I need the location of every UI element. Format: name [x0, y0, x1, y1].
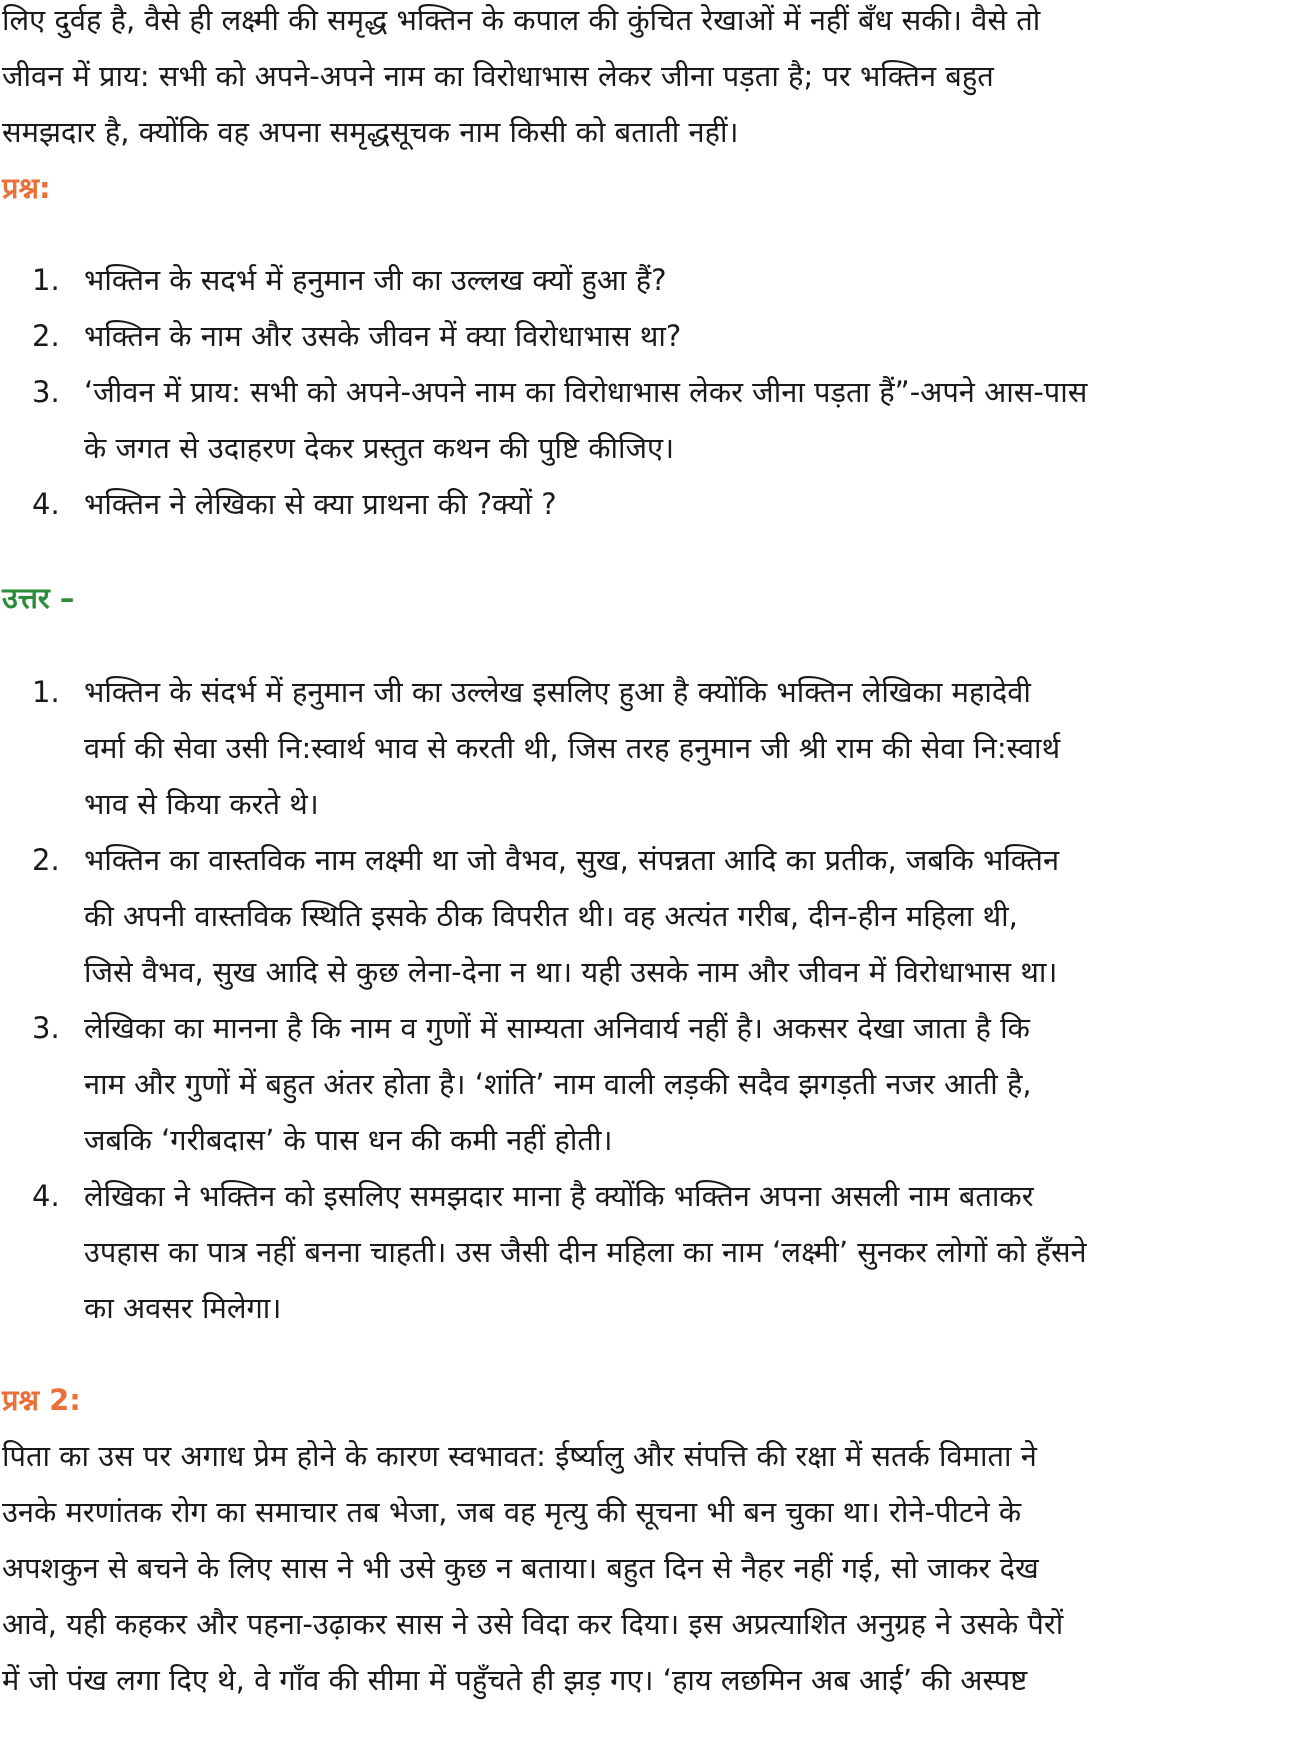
answer-text: उपहास का पात्र नहीं बनना चाहती। उस जैसी दीन महिला का नाम ‘लक्ष्मी’ सुनकर लोगों को हँसने: [84, 1235, 1087, 1269]
question-text: भक्तिन के नाम और उसके जीवन में क्या विरोधाभास था?: [84, 319, 682, 353]
answer-item: [2, 1168, 1297, 1336]
answer-number: 2.: [32, 843, 60, 877]
question-item: [2, 364, 1297, 476]
answer-text: लेखिका का मानना है कि नाम व गुणों में साम्यता अनिवार्य नहीं है। अकसर देखा जाता है कि: [84, 1011, 1030, 1045]
intro-line: जीवन में प्राय: सभी को अपने-अपने नाम का विरोधाभास लेकर जीना पड़ता है; पर भक्तिन बहुत: [2, 59, 994, 93]
intro-line: लिए दुर्वह है, वैसे ही लक्ष्मी की समृद्ध भक्तिन के कपाल की कुंचित रेखाओं में नहीं बँध सकी। वैसे तो: [2, 3, 1041, 37]
answer-text: का अवसर मिलेगा।: [84, 1291, 282, 1325]
question-number: 2.: [32, 319, 60, 353]
answer-text: जिसे वैभव, सुख आदि से कुछ लेना-देना न था। यही उसके नाम और जीवन में विरोधाभास था।: [84, 955, 1058, 989]
answer-text: वर्मा की सेवा उसी नि:स्वार्थ भाव से करती थी, जिस तरह हनुमान जी श्री राम की सेवा नि:स्वार्थ: [84, 731, 1061, 765]
question-text: ‘जीवन में प्राय: सभी को अपने-अपने नाम का विरोधाभास लेकर जीना पड़ता हैं”-अपने आस-पास: [84, 375, 1088, 409]
question-number: 3.: [32, 375, 60, 409]
answer-text: की अपनी वास्तविक स्थिति इसके ठीक विपरीत थी। वह अत्यंत गरीब, दीन-हीन महिला थी,: [84, 899, 1018, 933]
passage-line: में जो पंख लगा दिए थे, वे गाँव की सीमा में पहुँचते ही झड़ गए। ‘हाय लछमिन अब आई’ की अस्पष्ट: [2, 1663, 1028, 1697]
answer-item: [2, 664, 1297, 832]
answer-list: [2, 664, 1297, 1336]
passage-line: आवे, यही कहकर और पहना-उढ़ाकर सास ने उसे विदा कर दिया। इस अप्रत्याशित अनुग्रह ने उसके पैरों: [2, 1607, 1064, 1641]
passage-line: अपशकुन से बचने के लिए सास ने भी उसे कुछ न बताया। बहुत दिन से नैहर नहीं गई, सो जाकर देख: [2, 1551, 1039, 1585]
question2-heading: प्रश्न 2:: [2, 1383, 81, 1417]
passage-line: उनके मरणांतक रोग का समाचार तब भेजा, जब वह मृत्यु की सूचना भी बन चुका था। रोने-पीटने के: [2, 1495, 1022, 1529]
answer-number: 1.: [32, 675, 60, 709]
question-number: 1.: [32, 263, 60, 297]
answer-item: [2, 1000, 1297, 1168]
answer-text: लेखिका ने भक्तिन को इसलिए समझदार माना है क्योंकि भक्तिन अपना असली नाम बताकर: [84, 1179, 1034, 1213]
question-item: [2, 252, 1297, 308]
answer-number: 4.: [32, 1179, 60, 1213]
passage-line: पिता का उस पर अगाध प्रेम होने के कारण स्वभावत: ईर्ष्यालु और संपत्ति की रक्षा में सतर्क विमाता ने: [2, 1439, 1037, 1473]
question-item: [2, 308, 1297, 364]
answer-number: 3.: [32, 1011, 60, 1045]
answer-item: [2, 832, 1297, 1000]
question-list: [2, 252, 1297, 532]
answer-text: भक्तिन का वास्तविक नाम लक्ष्मी था जो वैभव, सुख, संपन्नता आदि का प्रतीक, जबकि भक्तिन: [84, 843, 1060, 877]
intro-passage: [2, 0, 1297, 160]
answer-text: भाव से किया करते थे।: [84, 787, 319, 821]
intro-line: समझदार है, क्योंकि वह अपना समृद्धसूचक नाम किसी को बताती नहीं।: [2, 115, 739, 149]
question-text: के जगत से उदाहरण देकर प्रस्तुत कथन की पुष्टि कीजिए।: [84, 431, 675, 465]
answer-text: नाम और गुणों में बहुत अंतर होता है। ‘शांति’ नाम वाली लड़की सदैव झगड़ती नजर आती है,: [84, 1067, 1032, 1101]
question-number: 4.: [32, 487, 60, 521]
question-item: [2, 476, 1297, 532]
passage-2: [2, 1428, 1297, 1708]
answer-text: भक्तिन के संदर्भ में हनुमान जी का उल्लेख इसलिए हुआ है क्योंकि भक्तिन लेखिका महादेवी: [84, 675, 1031, 709]
question-heading: प्रश्न:: [2, 171, 51, 205]
answer-heading: उत्तर –: [2, 581, 75, 615]
question-text: भक्तिन के सदर्भ में हनुमान जी का उल्लख क्यों हुआ हैं?: [84, 263, 667, 297]
answer-text: जबकि ‘गरीबदास’ के पास धन की कमी नहीं होती।: [84, 1123, 613, 1157]
question-text: भक्तिन ने लेखिका से क्या प्राथना की ?क्यों ?: [84, 487, 557, 521]
